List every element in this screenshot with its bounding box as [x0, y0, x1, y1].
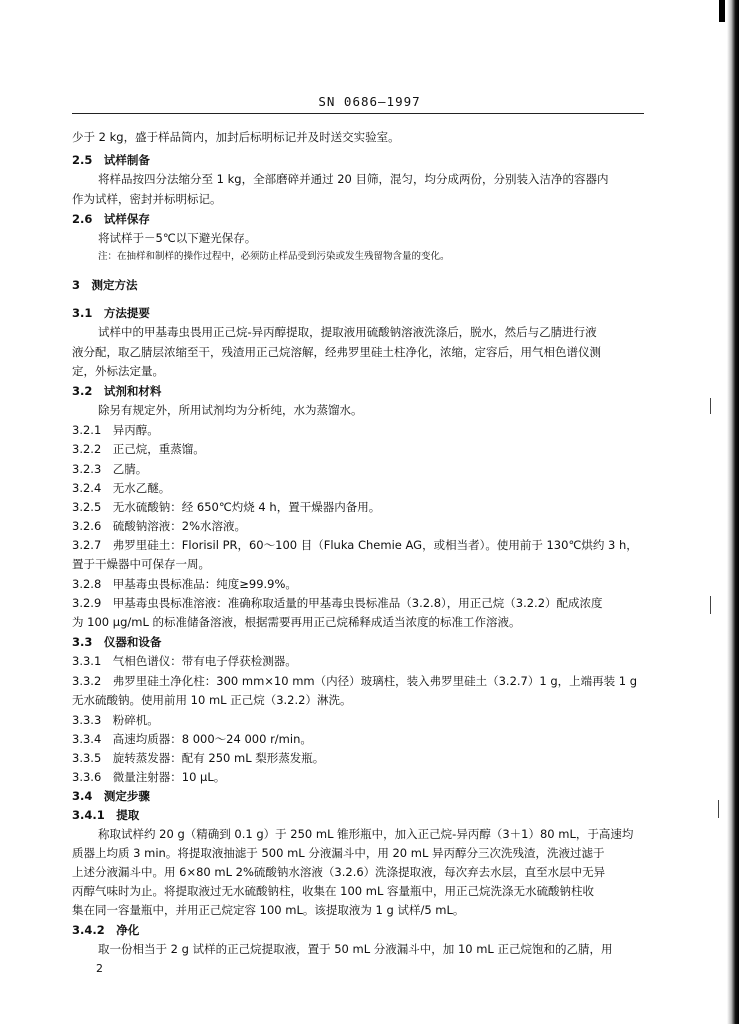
section-heading-3-1: 3.1 方法提要	[72, 306, 150, 320]
standard-number-header: SN 0686—1997	[318, 94, 421, 109]
list-item: 3.2.1 异丙醇。	[72, 423, 159, 437]
page-number: 2	[96, 962, 103, 975]
section-heading-2-6: 2.6 试样保存	[72, 212, 150, 226]
body-text-line: 将试样于－5℃以下避光保存。	[98, 231, 257, 245]
body-text-line: 取一份相当于 2 g 试样的正己烷提取液，置于 50 mL 分液漏斗中，加 10 mL 正己烷饱和的乙腈，用	[98, 942, 613, 956]
section-heading-3-2: 3.2 试剂和材料	[72, 384, 162, 398]
list-item: 3.3.5 旋转蒸发器：配有 250 mL 梨形蒸发瓶。	[72, 751, 325, 765]
body-text-line: 上述分液漏斗中。用 6×80 mL 2%硫酸钠水溶液（3.2.6）洗涤提取液，每次弃去水层，直至水层中无异	[72, 865, 606, 879]
list-item: 3.3.3 粉碎机。	[72, 713, 159, 727]
note-text: 注：在抽样和制样的操作过程中，必须防止样品受到污染或发生残留物含量的变化。	[98, 251, 450, 262]
scan-artifact	[718, 800, 719, 818]
list-item: 3.3.6 微量注射器：10 μL。	[72, 770, 226, 784]
body-text-line: 将样品按四分法缩分至 1 kg，全部磨碎并通过 20 目筛，混匀，均分成两份，分别装入洁净的容器内	[98, 172, 609, 186]
list-item: 3.2.9 甲基毒虫畏标准溶液：准确称取适量的甲基毒虫畏标准品（3.2.8），用正己烷（3.2.2）配成浓度	[72, 596, 603, 610]
section-heading-3-3: 3.3 仪器和设备	[72, 635, 162, 649]
body-text-line: 液分配，取乙腈层浓缩至干，残渣用正己烷溶解，经弗罗里硅土柱净化，浓缩，定容后，用气相色谱仪测	[72, 345, 601, 359]
list-item: 3.2.8 甲基毒虫畏标准品：纯度≥99.9%。	[72, 577, 297, 591]
section-heading-2-5: 2.5 试样制备	[72, 153, 150, 167]
body-text-line: 除另有规定外，所用试剂均为分析纯，水为蒸馏水。	[98, 403, 363, 417]
section-heading-3-4-2: 3.4.2 净化	[72, 923, 140, 937]
body-text-line: 置于干燥器中可保存一周。	[72, 557, 210, 571]
scan-artifact	[710, 596, 711, 614]
scan-artifact	[710, 398, 711, 414]
list-item: 3.3.1 气相色谱仪：带有电子俘获检测器。	[72, 654, 297, 668]
body-text-line: 作为试样，密封并标明标记。	[72, 192, 222, 206]
section-heading-3-4: 3.4 测定步骤	[72, 789, 150, 803]
list-item: 3.2.2 正己烷，重蒸馏。	[72, 442, 205, 456]
body-text-line: 定，外标法定量。	[72, 364, 164, 378]
section-heading-3: 3 测定方法	[72, 278, 138, 292]
list-item: 3.2.6 硫酸钠溶液：2%水溶液。	[72, 519, 247, 533]
section-heading-3-4-1: 3.4.1 提取	[72, 808, 140, 822]
scan-edge-shadow	[727, 0, 739, 1024]
scan-artifact	[719, 0, 725, 22]
body-text-line: 试样中的甲基毒虫畏用正己烷-异丙醇提取，提取液用硫酸钠溶液洗涤后，脱水，然后与乙腈进行液	[98, 325, 597, 339]
list-item: 3.2.3 乙腈。	[72, 462, 148, 476]
body-text-line: 少于 2 kg，盛于样品筒内，加封后标明标记并及时送交实验室。	[72, 130, 400, 144]
body-text-line: 称取试样约 20 g（精确到 0.1 g）于 250 mL 锥形瓶中，加入正己烷-异丙醇（3＋1）80 mL，于高速均	[98, 827, 634, 841]
list-item: 3.3.4 高速均质器：8 000～24 000 r/min。	[72, 732, 312, 746]
header-rule	[72, 113, 644, 114]
list-item: 3.2.5 无水硫酸钠：经 650℃灼烧 4 h，置干燥器内备用。	[72, 500, 381, 514]
list-item: 3.2.7 弗罗里硅土：Florisil PR，60～100 目（Fluka Chemie AG，或相当者）。使用前于 130℃烘约 3 h，	[72, 538, 638, 552]
body-text-line: 丙醇气味时为止。将提取液过无水硫酸钠柱，收集在 100 mL 容量瓶中，用正己烷洗涤无水硫酸钠柱收	[72, 884, 595, 898]
list-item: 3.2.4 无水乙醚。	[72, 481, 171, 495]
body-text-line: 集在同一容量瓶中，并用正己烷定容 100 mL。该提取液为 1 g 试样/5 mL。	[72, 903, 465, 917]
list-item: 3.3.2 弗罗里硅土净化柱：300 mm×10 mm（内径）玻璃柱，装入弗罗里硅土（3.2.7）1 g，上端再装 1 g	[72, 674, 638, 688]
body-text-line: 质器上均质 3 min。将提取液抽滤于 500 mL 分液漏斗中，用 20 mL 异丙醇分三次洗残渣，洗液过滤于	[72, 846, 605, 860]
body-text-line: 为 100 μg/mL 的标准储备溶液，根据需要再用正己烷稀释成适当浓度的标准工作溶液。	[72, 615, 521, 629]
body-text-line: 无水硫酸钠。使用前用 10 mL 正己烷（3.2.2）淋洗。	[72, 693, 352, 707]
